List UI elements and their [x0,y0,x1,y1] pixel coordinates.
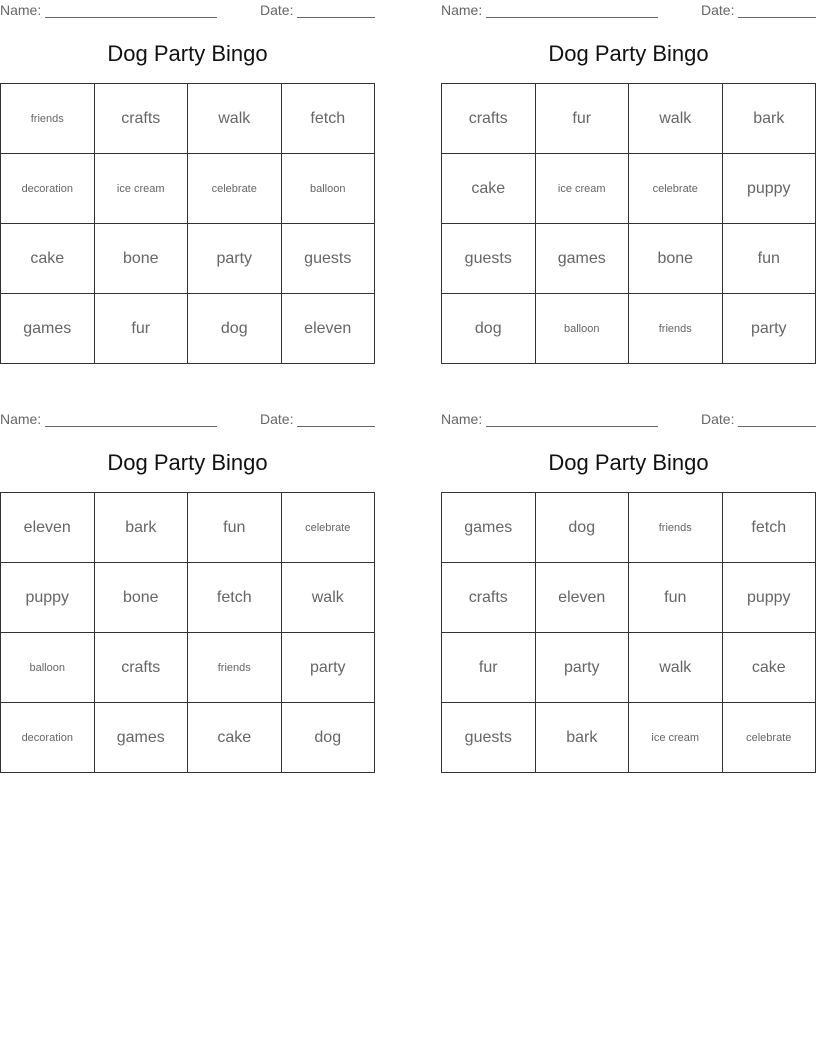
name-blank-line [486,426,658,427]
name-blank-line [486,17,658,18]
bingo-cell: dog [188,294,282,364]
bingo-cell: fur [536,84,630,154]
bingo-cell: crafts [95,84,189,154]
name-label: Name: [0,2,42,18]
bingo-cell: eleven [536,563,630,633]
bingo-cell: balloon [536,294,630,364]
bingo-cell: friends [629,493,723,563]
bingo-cell: cake [723,633,816,703]
bingo-cell: fetch [723,493,816,563]
name-date-line [441,2,816,20]
date-blank-line [738,17,816,18]
bingo-cell: fur [442,633,536,703]
bingo-cell: fur [95,294,189,364]
name-blank-line [45,426,217,427]
bingo-cell: party [723,294,816,364]
bingo-card [441,409,816,774]
bingo-cell: friends [1,84,95,154]
card-title: Dog Party Bingo [107,450,268,475]
bingo-cell: games [536,224,630,294]
bingo-cell: ice cream [95,154,189,224]
name-date-line [0,2,375,20]
bingo-card [441,0,816,365]
bingo-cell: eleven [282,294,376,364]
bingo-grid [441,83,816,364]
bingo-cell: crafts [95,633,189,703]
bingo-cell: fun [723,224,816,294]
date-label: Date: [260,2,294,18]
bingo-cell: balloon [282,154,376,224]
bingo-cell: fun [629,563,723,633]
bingo-cell: walk [629,84,723,154]
date-label: Date: [701,411,735,427]
date-blank-line [297,17,375,18]
bingo-grid [0,492,375,773]
bingo-grid [0,83,375,364]
date-label: Date: [260,411,294,427]
name-label: Name: [0,411,42,427]
bingo-cell: fun [188,493,282,563]
bingo-cell: games [1,294,95,364]
name-label: Name: [441,2,483,18]
bingo-cell: decoration [1,703,95,773]
card-title: Dog Party Bingo [548,41,709,66]
bingo-cell: dog [442,294,536,364]
bingo-cell: celebrate [723,703,816,773]
bingo-cell: cake [188,703,282,773]
card-title: Dog Party Bingo [548,450,709,475]
bingo-cell: crafts [442,84,536,154]
bingo-cell: party [282,633,376,703]
bingo-cell: games [95,703,189,773]
bingo-grid [441,492,816,773]
bingo-cell: cake [442,154,536,224]
card-title: Dog Party Bingo [107,41,268,66]
bingo-cell: bone [629,224,723,294]
bingo-cell: bark [95,493,189,563]
bingo-cell: crafts [442,563,536,633]
date-label: Date: [701,2,735,18]
bingo-cell: ice cream [629,703,723,773]
bingo-cell: guests [442,224,536,294]
bingo-cell: dog [536,493,630,563]
bingo-cell: celebrate [629,154,723,224]
bingo-cell: walk [629,633,723,703]
bingo-cell: bone [95,224,189,294]
bingo-cell: puppy [1,563,95,633]
bingo-cell: ice cream [536,154,630,224]
bingo-cell: bark [723,84,816,154]
bingo-cell: bark [536,703,630,773]
bingo-cell: guests [282,224,376,294]
bingo-cell: fetch [188,563,282,633]
bingo-cell: guests [442,703,536,773]
bingo-cell: dog [282,703,376,773]
bingo-cell: walk [282,563,376,633]
bingo-cell: celebrate [282,493,376,563]
bingo-cell: decoration [1,154,95,224]
name-date-line [0,411,375,429]
bingo-cell: cake [1,224,95,294]
name-date-line [441,411,816,429]
name-label: Name: [441,411,483,427]
bingo-cell: friends [629,294,723,364]
bingo-cell: fetch [282,84,376,154]
bingo-cell: bone [95,563,189,633]
bingo-cell: puppy [723,563,816,633]
bingo-card [0,0,375,365]
bingo-cell: friends [188,633,282,703]
bingo-cell: puppy [723,154,816,224]
bingo-card [0,409,375,774]
date-blank-line [738,426,816,427]
bingo-cell: party [188,224,282,294]
bingo-cell: games [442,493,536,563]
bingo-cell: party [536,633,630,703]
name-blank-line [45,17,217,18]
bingo-cell: walk [188,84,282,154]
bingo-cell: celebrate [188,154,282,224]
date-blank-line [297,426,375,427]
bingo-cell: eleven [1,493,95,563]
bingo-cell: balloon [1,633,95,703]
